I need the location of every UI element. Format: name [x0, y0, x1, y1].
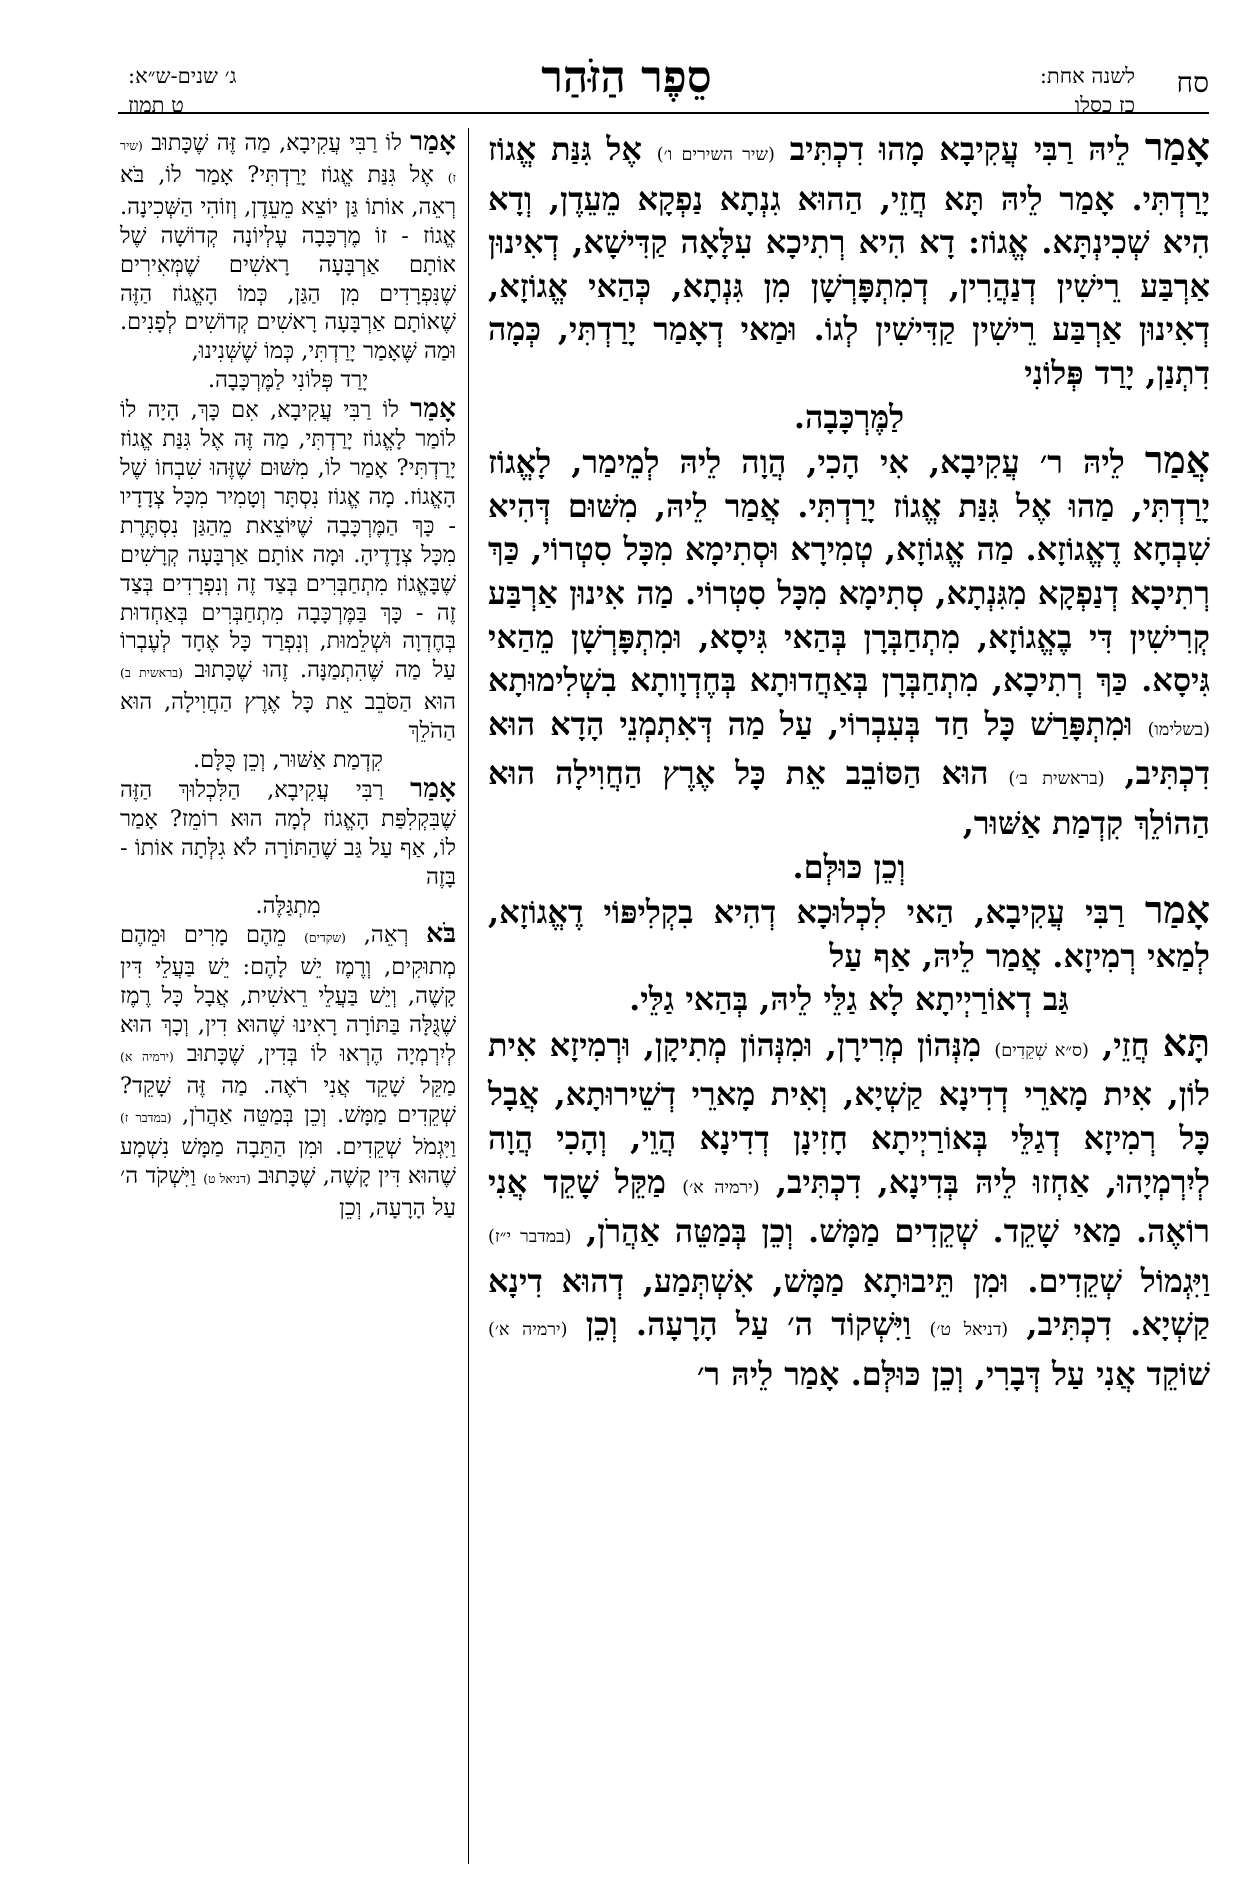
schedule-label: לשנה אחת:	[1039, 64, 1135, 88]
paragraph-closing-line: וְכֵן כּוּלְּם.	[792, 847, 906, 886]
hebrew-translation-column	[120, 128, 456, 1223]
paragraph: אָמַר רַבִּי עֲקִיבָא, הַלִּכְלוּךְ הַזֶּה שֶׁבִּקְלִפַּת הָאֱגוֹז לְמָה הוּא רוֹמֵז? אָמַר לוֹ, אַף עַל גַּב שֶׁהַתּוֹרָה לֹא גִלְּתָה אוֹתוֹ - בָּזֶה	[120, 772, 456, 890]
opening-word: אֲמַר	[1144, 438, 1211, 483]
source-reference: (ירמיה א׳)	[488, 1320, 568, 1341]
page-header	[0, 0, 1253, 117]
source-reference: (ס״א שְׁקֵדִים)	[994, 1040, 1089, 1061]
source-reference: (במדבר י״ז)	[488, 1227, 572, 1248]
source-reference: (שקדים)	[304, 931, 346, 946]
page-number: סח	[1176, 66, 1209, 99]
book-title: סֵפֶר הַזֹּהַר	[541, 52, 712, 103]
opening-word: אָמַר	[1144, 125, 1210, 169]
schedule-date: כז כסלו	[1074, 93, 1135, 117]
schedule-label: ג׳ שנים-ש״א:	[128, 64, 237, 88]
paragraph-closing-line: לַמֶּרְכָּבָה.	[793, 397, 905, 436]
paragraph-closing-line: קִדְמַת אַשּׁוּר, וְכֵן כֻּלָּם.	[193, 747, 383, 774]
paragraph: אֲמַר לֵיהּ ר׳ עֲקִיבָא, אִי הָכִי, הֲוָה לֵיהּ לְמֵימַר, לָאֱגוֹז יָרַדְתִּי, מַהוּ אֶל גִּנַּת אֱגוֹז יָרַדְתִּי. אֲמַר לֵיהּ, מִשּׁוּם דְּהִיא שִׁבְחָא דֶאֱגוֹזָא. מַה אֱגוֹזָא, טְמִירָא וּסְתִימָא מִכָּל סִטְרוֹי, כַּךְ רְתִיכָא דְנַפְקָא מִגִּנְתָא, סְתִימָא מִכָּל סִטְרוֹי. מַה אִינוּן אַרְבַּע קְרִישִׁין דִּי בֶאֱגוֹזָא, מִתְחַבְּרָן בְּהַאי גִּיסָא, וּמִתְפָּרְשָׁן מֵהַאי גִּיסָא. כַּךְ רְתִיכָא, מִתְחַבְּרָן בְּאַחֲדוּתָא בְּחֶדְוָותָא בִשְׁלִימוּתָא (בשלימו) וּמִתְפָּרַשׁ כָּל חַד בְּעִבְרוֹי, עַל מַה דְּאִתְמְנֵי הָדָא הוּא דִכְתִּיב, (בראשית ב׳) הוּא הַסּוֹבֵב אֵת כָּל אֶרֶץ הַחֲוִילָה הוּא הַהוֹלֵךְ קִדְמַת אַשּׁוּר,	[488, 438, 1211, 842]
source-reference: (שיר ז)	[120, 139, 456, 185]
source-reference: (במדבר ז)	[120, 1110, 172, 1125]
source-reference: (שיר השירים ו׳)	[656, 145, 775, 165]
paragraph-closing-line: מִתְגַּלֶּה.	[255, 892, 321, 919]
paragraph: אָמַר רַבִּי עֲקִיבָא, הַאי לִכְלוּכָא דְהִיא בִקְלִיפּוֹי דֶאֱגוֹזָא, לְמַאי רְמִיזָא. אֲמַר לֵיהּ, אַף עַל	[488, 888, 1210, 975]
column-divider	[468, 128, 469, 1864]
source-reference: (דניאל ט)	[203, 1171, 251, 1186]
schedule-date: ט תמוז	[128, 93, 184, 117]
source-reference: (ירמיה א)	[120, 1050, 174, 1065]
opening-word: אָמַר	[410, 772, 456, 804]
paragraph: אָמַר לֵיהּ רַבִּי עֲקִיבָא מָהוּ דִכְתִּיב (שיר השירים ו׳) אֶל גִּנַּת אֱגוֹז יָרַדְתִּי. אָמַר לֵיהּ תָּא חֲזֵי, הַהוּא גִנְתָא נַפְקָא מֵעֵדֶן, וְדָא הִיא שְׁכִינְתָּא. אֱגוֹז: דָא הִיא רְתִיכָא עִלָּאָה קַדִּישָׁא, דְאִינוּן אַרְבַּע רֵישִׁין דְנַהֲרִין, דְמִתְפָּרְשָׁן מִן גִּנְתָא, כְּהַאי אֱגוֹזָא, דְאִינוּן אַרְבַּע רֵישִׁין קַדִּישִׁין לְגוֹ. וּמַאי דְאָמַר יָרַדְתִּי, כְּמָה דִתְנַן, יָרַד פְּלוֹנִי	[488, 125, 1210, 392]
paragraph: אָמַר לוֹ רַבִּי עֲקִיבָא, מַה זֶּה שֶׁכָּתוּב (שיר ז) אֶל גִּנַּת אֱגוֹז יָרַדְתִּי? אָמַר לוֹ, בֹּא רְאֵה, אוֹתוֹ גַּן יוֹצֵא מֵעֵדֶן, וְזוֹהִי הַשְּׁכִינָה. אֱגוֹז - זוֹ מֶרְכָּבָה עֶלְיוֹנָה קְדוֹשָׁה שֶׁל אוֹתָם אַרְבָּעָה רָאשִׁים שֶׁמְּאִירִים שֶׁנִּפְרָדִים מִן הַגַּן, כְּמוֹ הָאֱגוֹז הַזֶּה שֶׁאוֹתָם אַרְבָּעָה רָאשִׁים קְדוֹשִׁים לְפָנִים. וּמַה שֶּׁאָמַר יָרַדְתִּי, כְּמוֹ שֶׁשְּׁנִינוּ,	[120, 126, 456, 365]
paragraph-closing-line: יָרַד פְּלוֹנִי לַמֶּרְכָּבָה.	[207, 367, 369, 394]
aramaic-text-column	[488, 126, 1210, 1397]
source-reference: (בראשית ב׳)	[1008, 769, 1105, 790]
paragraph: תָּא חֲזֵי, (ס״א שְׁקֵדִים) מִנְּהוֹן מְרִירָן, וּמִנְּהוֹן מְתִיקָן, וּרְמִיזָא אִית לוֹן, אִית מָארֵי דְדִינָא קַשְׁיָא, וְאִית מָארֵי דְשֵׁירוּתָא, אֲבָל כָּל רְמִיזָא דְגַלֵּי בְּאוֹרַיְיתָא חָזִינָן דְדִינָא הֲוֵי, וְהָכִי הֲוָה לְיִרְמְיָהוּ, אַחְזוּ לֵיהּ בְּדִינָא, דִכְתִּיב, (ירמיה א׳) מַקֵּל שָׁקֵד אֲנִי רוֹאֶה. מַאי שָׁקֵד. שְׁקֵדִים מַמָּשׁ. וְכֵן בְּמַטֵּה אַהֲרֹן, (במדבר י״ז) וַיִּגְמוֹל שְׁקֵדִים. וּמִן תֵּיבוּתָא מַמָּשׁ, אִשְׁתְּמַע, דְהוּא דִינָא קַשְׁיָא. דִכְתִּיב, (דניאל ט׳) וַיִּשְׁקוֹד ה׳ עַל הָרָעָה. וְכֵן (ירמיה א׳) שׁוֹקֵד אֲנִי עַל דְּבָרִי, וְכֵן כּוּלְּם. אָמַר לֵיהּ ר׳	[488, 1020, 1211, 1394]
source-reference: (בשלימו)	[1147, 719, 1210, 740]
source-reference: (בראשית ב)	[120, 666, 183, 681]
paragraph: אָמַר לוֹ רַבִּי עֲקִיבָא, אִם כָּךְ, הָיָה לוֹ לוֹמַר לָאֱגוֹז יָרַדְתִּי, מַה זֶּה אֶל גִּנַּת אֱגוֹז יָרַדְתִּי? אָמַר לוֹ, מִשּׁוּם שֶׁזֶּהוּ שִׁבְחוֹ שֶׁל הָאֱגוֹז. מָה אֱגוֹז נִסְתָּר וְטָמִיר מִכָּל צְדָדָיו - כָּךְ הַמֶּרְכָּבָה שֶׁיּוֹצֵאת מֵהַגַּן נִסְתֶּרֶת מִכָּל צְדָדֶיהָ. וּמָה אוֹתָם אַרְבָּעָה קְרָשִׁים שֶׁבָּאֱגוֹז מִתְחַבְּרִים בְּצַד זֶה וְנִפְרָדִים בְּצַד זֶה - כָּךְ בַּמֶּרְכָּבָה מִתְחַבְּרִים בְּאַחְדוּת בְּחֶדְוָה וּשְׁלֵמוּת, וְנִפְרַד כָּל אֶחָד לְעֶבְרוֹ עַל מַה שֶּׁהִתְמַנָּה. זֶהוּ שֶׁכָּתוּב (בראשית ב) הוּא הַסֹּבֵב אֵת כָּל אֶרֶץ הַחֲוִילָה, הוּא הַהֹלֵךְ	[120, 393, 456, 745]
opening-word: אָמַר	[1144, 888, 1210, 933]
opening-word: אָמַר	[410, 126, 456, 157]
source-reference: (דניאל ט׳)	[929, 1320, 1009, 1341]
header-rule	[118, 112, 1209, 114]
opening-word: אָמַר	[410, 393, 456, 425]
opening-word: תָּא	[1162, 1020, 1210, 1065]
paragraph-closing-line: גַּב דְאוֹרַיְיתָא לָא גַלֵּי לֵיהּ, בְּהַאי גַלֵּי.	[629, 980, 1069, 1019]
opening-word: בֹּא	[426, 918, 457, 950]
paragraph: בֹּא רְאֵה, (שקדים) מֵהֶם מָרִים וּמֵהֶם מְתוּקִים, וְרֶמֶז יֵשׁ לָהֶם: יֵשׁ בַּעֲלֵי דִּין קָשֶׁה, וְיֵשׁ בַּעֲלֵי רֵאשִׁית, אֲבָל כָּל רֶמֶז שֶׁגֻּלָּה בַּתּוֹרָה רָאִינוּ שֶׁהוּא דִין, וְכָךְ הוּא לְיִרְמְיָה הֶרְאוּ לוֹ בְּדִין, שֶׁכָּתוּב (ירמיה א) מַקֵּל שָׁקֵד אֲנִי רֹאֶה. מַה זֶּה שָׁקֵד? שְׁקֵדִים מַמָּשׁ. וְכֵן בְּמַטֵּה אַהֲרֹן, (במדבר ז) וַיִּגְמֹל שְׁקֵדִים. וּמִן הַתֵּבָה מַמָּשׁ נִשְׁמָע שֶׁהוּא דִּין קָשֶׁה, שֶׁכָּתוּב (דניאל ט) וַיִּשְׁקֹד ה׳ עַל הָרָעָה, וְכֵן	[120, 918, 457, 1221]
source-reference: (ירמיה א׳)	[682, 1177, 760, 1198]
